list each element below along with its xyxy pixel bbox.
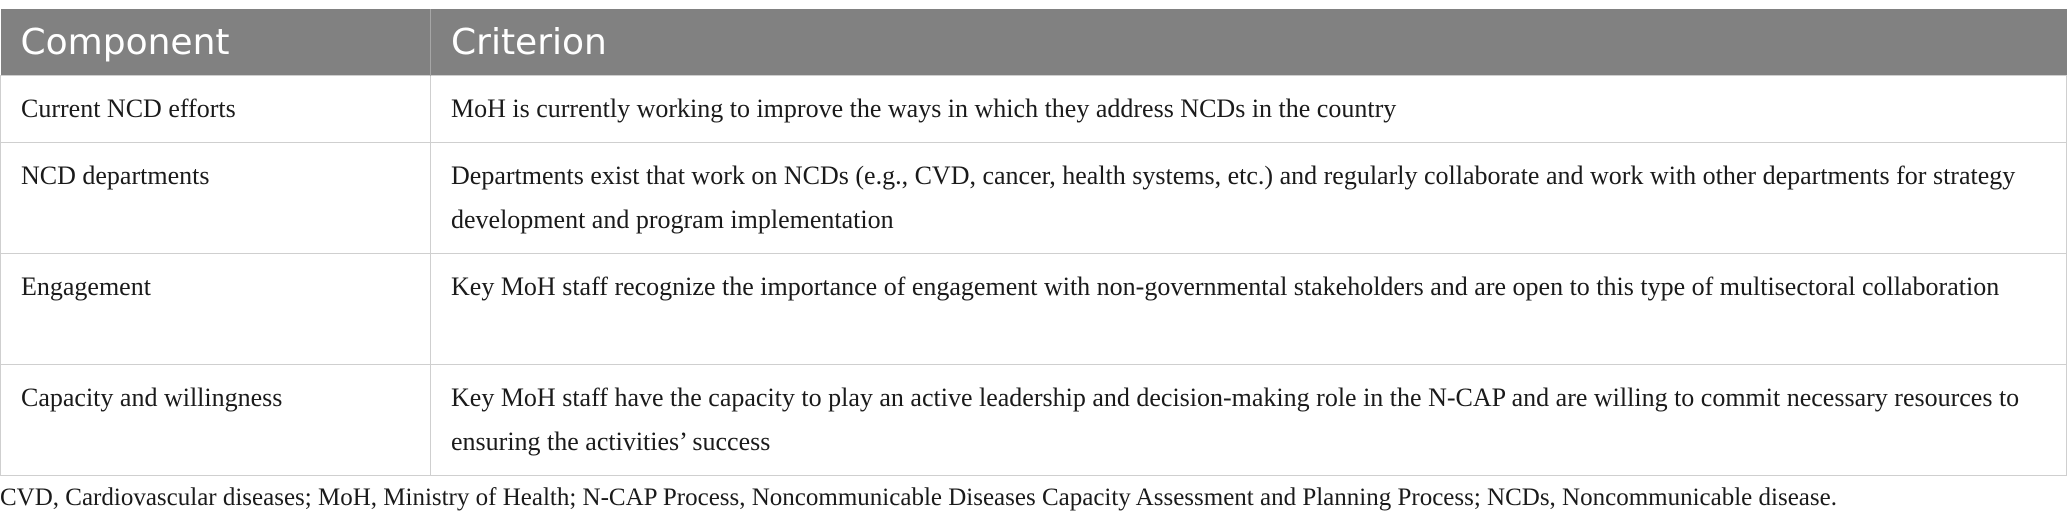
criterion-cell: Key MoH staff have the capacity to play an active leadership and decision-making role in the N-CAP and are willing to commit necessary resources to ensuring the activities’ success — [431, 365, 2067, 476]
component-cell: NCD departments — [1, 143, 431, 254]
table-header — [1, 9, 2067, 76]
header-component: Component — [1, 9, 431, 76]
component-cell: Current NCD efforts — [1, 76, 431, 143]
criteria-table — [0, 9, 2067, 476]
table-row — [1, 76, 2067, 143]
table-row — [1, 365, 2067, 476]
criteria-table-container — [0, 9, 2067, 476]
table-row — [1, 143, 2067, 254]
header-row — [1, 9, 2067, 76]
table-row — [1, 254, 2067, 365]
table-footnote: CVD, Cardiovascular diseases; MoH, Ministry of Health; N-CAP Process, Noncommunicable Diseases Capacity Assessment and Planning Process; NCDs, Noncommunicable disease. — [0, 484, 1837, 511]
table-body — [1, 76, 2067, 476]
component-cell: Engagement — [1, 254, 431, 365]
criterion-cell: Departments exist that work on NCDs (e.g., CVD, cancer, health systems, etc.) and regularly collaborate and work with other departments for strategy development and program implementation — [431, 143, 2067, 254]
criterion-cell: Key MoH staff recognize the importance of engagement with non-governmental stakeholders and are open to this type of multisectoral collaboration — [431, 254, 2067, 365]
criterion-cell: MoH is currently working to improve the ways in which they address NCDs in the country — [431, 76, 2067, 143]
component-cell: Capacity and willingness — [1, 365, 431, 476]
header-criterion: Criterion — [431, 9, 2067, 76]
